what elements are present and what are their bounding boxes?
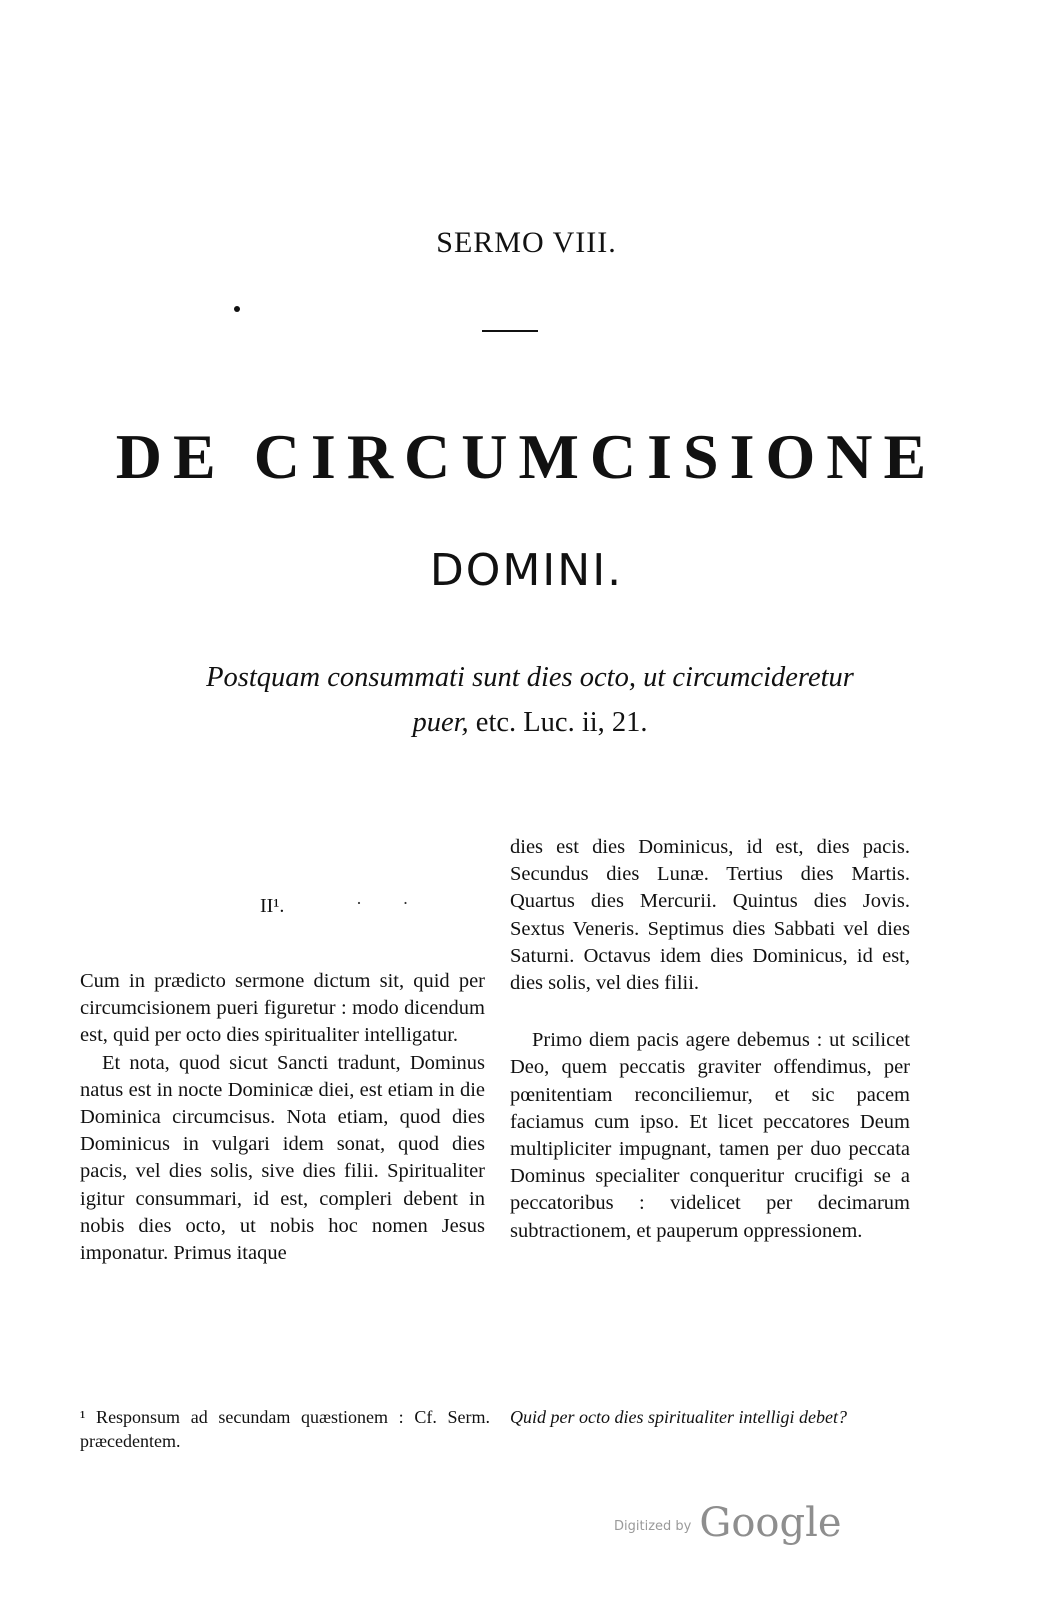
- page-title: DE CIRCUMCISIONE: [115, 421, 938, 492]
- section-number: II¹.: [260, 895, 285, 917]
- stray-ink-marks: · ·: [356, 893, 427, 913]
- page-subtitle: DOMINI.: [429, 545, 624, 596]
- right-paragraph-1: dies est dies Dominicus, id est, dies pacis. Secundus dies Lunæ. Tertius dies Martis. Quartus dies Mercurii. Quintus dies Jovis. Sextus Veneris. Septimus dies Sabbati vel dies Saturni. Octavus idem dies Dominicus, id est, dies solis, vel dies filii.: [510, 836, 910, 995]
- sermon-heading: SERMO VIII.: [436, 226, 617, 259]
- footnote-left: ¹ Responsum ad secundam quæstionem : Cf. Serm. præcedentem.: [80, 1407, 490, 1451]
- digitized-watermark: [614, 1500, 842, 1546]
- right-column: [510, 834, 910, 1245]
- google-logo: Google: [699, 1500, 842, 1546]
- separator-rule: [482, 330, 538, 332]
- footnote-right: Quid per octo dies spiritualiter intelligi debet?: [510, 1407, 847, 1427]
- digitized-label: Digitized by: [614, 1519, 692, 1534]
- epigraph-quote-line1: Postquam consummati sunt dies octo, ut circumcideretur: [206, 662, 854, 693]
- epigraph-reference: etc. Luc. ii, 21.: [468, 707, 648, 738]
- left-paragraph-2: Et nota, quod sicut Sancti tradunt, Dominus natus est in nocte Dominicæ diei, est etiam in die Dominica circumcisus. Nota etiam, quod dies Dominicus in vulgari idem sonat, quod dies pacis, vel dies solis, sive dies filii. Spiritualiter igitur consummari, id est, compleri debent in nobis dies octo, ut nobis hoc nomen Jesus imponatur. Primus itaque: [80, 1051, 485, 1265]
- epigraph: [90, 655, 970, 745]
- left-column: [80, 968, 485, 1267]
- epigraph-quote-line2: puer,: [412, 707, 469, 738]
- stray-ink-dot: [234, 306, 240, 312]
- left-paragraph-1: Cum in prædicto sermone dictum sit, quid per circumcisionem pueri figuretur : modo dicendum est, quid per octo dies spiritualiter intelligatur.: [80, 970, 485, 1047]
- right-paragraph-2: Primo diem pacis agere debemus : ut scilicet Deo, quem peccatis graviter offendimus, per pœnitentiam reconciliemur, et sic pacem faciamus cum ipso. Et licet peccatores Deum multipliciter impugnant, tamen per duo peccata Dominus specialiter conqueritur crucifigi se a peccatoribus : videlicet per decimarum subtractionem, et pauperum oppressionem.: [510, 1029, 910, 1242]
